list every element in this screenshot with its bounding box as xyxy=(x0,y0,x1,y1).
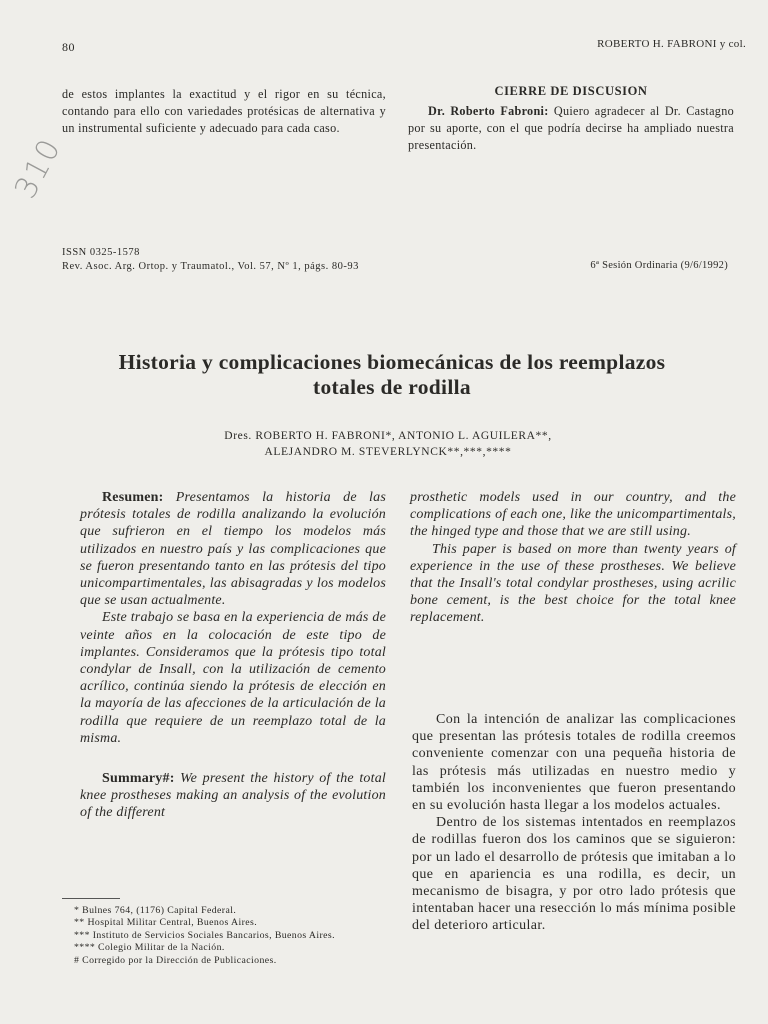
article-title-line1: Historia y complicaciones biomecánicas de los reemplazos xyxy=(118,350,666,374)
authors-line2: ALEJANDRO M. STEVERLYNCK**,***,**** xyxy=(264,446,512,458)
journal-citation: Rev. Asoc. Arg. Ortop. y Traumatol., Vol. 57, Nº 1, págs. 80-93 xyxy=(62,261,359,272)
closing-discussion xyxy=(408,84,734,154)
abstract-column-left xyxy=(80,489,386,822)
abstract-es-para2: Este trabajo se basa en la experiencia de más de veinte años en la colocación de este tipo de implantes. Consideramos que la prótesis tipo total condylar de Insall, con la utilización de cemento acrílico, continúa siendo la prótesis de elección en la mayoría de las afecciones de la articulación de la rodilla que requiere de un reemplazo total de la misma. xyxy=(80,610,386,746)
body-para2: Dentro de los sistemas intentados en reemplazos de rodillas fueron dos los caminos que se siguieron: por un lado el desarrollo de prótesis que imitaban a lo que en apariencia es una rodilla, es decir, un mecanismo de bisagra, y por otro lado prótesis que intentaban hacer una resección lo más mínima posible del deterioro articular. xyxy=(412,815,736,934)
previous-article-tail: de estos implantes la exactitud y el rigor en su técnica, contando para ello con variedades protésicas de alternativa y un instrumental suficiente y adecuado para cada caso. xyxy=(62,87,386,135)
handwritten-annotation: 310 xyxy=(8,132,69,205)
running-head-suffix: y col. xyxy=(716,38,746,50)
abstract-es-text1: Presentamos la historia de las prótesis totales de rodilla analizando la evolución que sufrieron en el tiempo los modelos más utilizados en nuestro país y las complicaciones que se fueron presentando tanto en las prótesis del tipo unicompartimentales, las abisagradas y los modelos que se usan actualmente. xyxy=(80,490,386,609)
abstract-en-continuation: prosthetic models used in our country, and the complications of each one, like the unicompartimentals, the hinged type and those that we are still using. xyxy=(410,490,736,540)
footnotes xyxy=(62,905,370,967)
closing-discussion-heading: CIERRE DE DISCUSION xyxy=(494,84,648,98)
abstract-column-right xyxy=(410,489,736,627)
abstract-en-para2: This paper is based on more than twenty years of experience in the use of these prostheses. We believe that the Insall's total condylar prostheses, using acrilic bone cement, is the best choice for the total knee replacement. xyxy=(410,541,736,626)
article-title-line2: totales de rodilla xyxy=(313,375,471,399)
body-text xyxy=(412,711,736,935)
authors-line1: Dres. ROBERTO H. FABRONI*, ANTONIO L. AGUILERA**, xyxy=(224,430,552,442)
closing-statement: Quiero agradecer al Dr. Castagno por su aporte, con el que podría decirse ha ampliado nuestra presentación. xyxy=(408,104,734,152)
abstract-en-text1: We present the history of the total knee prostheses making an analysis of the evolution of the different xyxy=(80,771,386,821)
running-head xyxy=(597,38,746,50)
abstract-en-label: Summary#: xyxy=(102,771,175,787)
footnote-item: *** Instituto de Servicios Sociales Bancarios, Buenos Aires. xyxy=(74,929,335,941)
closing-discussion-text xyxy=(408,103,734,154)
article-authors xyxy=(100,428,676,460)
abstract-es-para1 xyxy=(80,489,386,609)
footnote-item: * Bulnes 764, (1176) Capital Federal. xyxy=(74,905,237,916)
page-number: 80 xyxy=(62,40,75,54)
article-title xyxy=(40,350,744,400)
issn: ISSN 0325-1578 xyxy=(62,247,140,258)
session-info: 6ª Sesión Ordinaria (9/6/1992) xyxy=(590,260,728,271)
footnote-divider xyxy=(62,898,120,899)
footnote-item: ** Hospital Militar Central, Buenos Aires. xyxy=(74,917,258,929)
abstract-es-label: Resumen: xyxy=(102,490,164,505)
journal-info xyxy=(62,246,359,274)
running-head-author: ROBERTO H. FABRONI xyxy=(597,38,717,50)
abstract-en-para1 xyxy=(80,770,386,822)
closing-speaker: Dr. Roberto Fabroni: xyxy=(428,104,549,118)
body-para1: Con la intención de analizar las complicaciones que presentan las prótesis totales de rodilla creemos conveniente comenzar con una pequeña historia de las prótesis más utilizadas en nuestro medio y también los inconvenientes que fueron presentando en su evolución hasta llegar a los modelos actuales. xyxy=(412,712,736,814)
footnote-item: **** Colegio Militar de la Nación. xyxy=(74,942,225,954)
footnote-item: # Corregido por la Dirección de Publicaciones. xyxy=(74,954,277,966)
